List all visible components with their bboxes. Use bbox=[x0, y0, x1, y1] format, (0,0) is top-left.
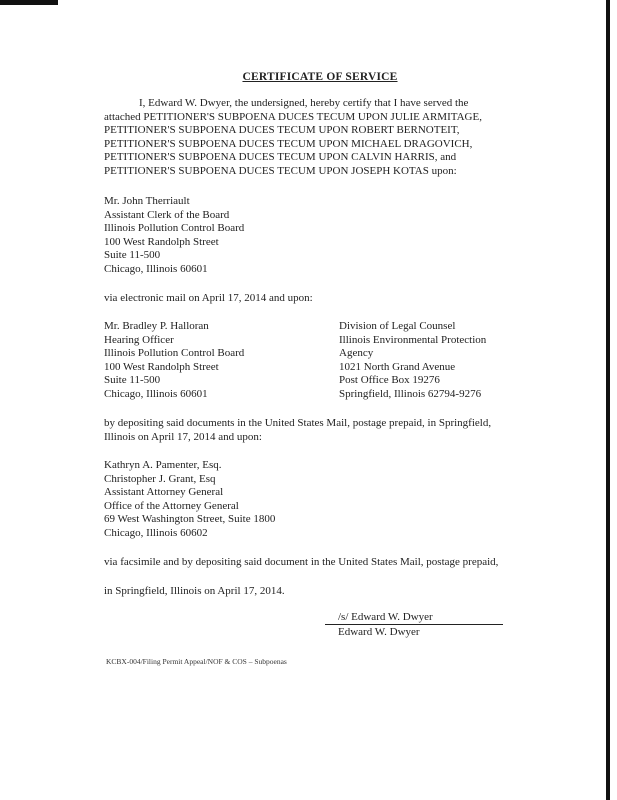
via-mail-line: by depositing said documents in the United States Mail, postage prepaid, in Springfield, bbox=[104, 417, 492, 429]
address-line: Suite 11-500 bbox=[104, 374, 161, 387]
address-line: Assistant Clerk of the Board bbox=[104, 208, 230, 221]
address-line: Christopher J. Grant, Esq bbox=[104, 472, 216, 485]
address-line: Springfield, Illinois 62794-9276 bbox=[339, 387, 482, 400]
intro-paragraph bbox=[104, 97, 549, 179]
address-line: Post Office Box 19276 bbox=[339, 374, 440, 387]
intro-line: PETITIONER'S SUBPOENA DUCES TECUM UPON CALVIN HARRIS, and bbox=[104, 151, 457, 164]
via-email-line: via electronic mail on April 17, 2014 and upon: bbox=[104, 292, 313, 304]
address-line: Chicago, Illinois 60601 bbox=[104, 262, 208, 275]
scan-page-border bbox=[606, 0, 610, 800]
via-fax-line: via facsimile and by depositing said document in the United States Mail, postage prepaid, bbox=[104, 556, 499, 568]
via-mail-line: Illinois on April 17, 2014 and upon: bbox=[104, 430, 262, 443]
address-line: Hearing Officer bbox=[104, 333, 174, 346]
intro-line: I, Edward W. Dwyer, the undersigned, hereby certify that I have served the bbox=[139, 97, 469, 109]
place-date-line: in Springfield, Illinois on April 17, 2014. bbox=[104, 585, 285, 597]
address-line: Mr. John Therriault bbox=[104, 195, 190, 207]
electronic-signature: /s/ Edward W. Dwyer bbox=[338, 611, 433, 623]
intro-line: PETITIONER'S SUBPOENA DUCES TECUM UPON MICHAEL DRAGOVICH, bbox=[104, 137, 473, 150]
signature-line bbox=[325, 624, 503, 625]
address-line: Chicago, Illinois 60601 bbox=[104, 387, 208, 400]
via-mail-paragraph bbox=[104, 417, 491, 444]
intro-line: PETITIONER'S SUBPOENA DUCES TECUM UPON JOSEPH KOTAS upon: bbox=[104, 164, 457, 177]
address-line: Assistant Attorney General bbox=[104, 486, 224, 499]
address-line: Mr. Bradley P. Halloran bbox=[104, 320, 209, 332]
address-line: 100 West Randolph Street bbox=[104, 235, 219, 248]
intro-line: PETITIONER'S SUBPOENA DUCES TECUM UPON ROBERT BERNOTEIT, bbox=[104, 124, 460, 137]
address-line: Illinois Pollution Control Board bbox=[104, 222, 245, 235]
address-line: Division of Legal Counsel bbox=[339, 320, 456, 332]
address-line: Kathryn A. Pamenter, Esq. bbox=[104, 459, 222, 471]
address-line: 100 West Randolph Street bbox=[104, 360, 219, 373]
document-footer-reference: KCBX-004/Filing Permit Appeal/NOF & COS – Subpoenas bbox=[106, 657, 287, 666]
recipient-therriault-address bbox=[104, 195, 244, 277]
recipient-iepa-address bbox=[339, 320, 486, 402]
address-line: 69 West Washington Street, Suite 1800 bbox=[104, 513, 276, 526]
address-line: Agency bbox=[339, 347, 374, 360]
intro-line: attached PETITIONER'S SUBPOENA DUCES TECUM UPON JULIE ARMITAGE, bbox=[104, 110, 482, 123]
address-line: Illinois Environmental Protection bbox=[339, 333, 487, 346]
scan-artifact-mark bbox=[0, 0, 58, 5]
document-title: CERTIFICATE OF SERVICE bbox=[242, 71, 398, 83]
address-line: Suite 11-500 bbox=[104, 249, 161, 262]
signer-printed-name: Edward W. Dwyer bbox=[338, 626, 420, 638]
recipient-halloran-address bbox=[104, 320, 244, 402]
address-line: 1021 North Grand Avenue bbox=[339, 360, 456, 373]
address-line: Office of the Attorney General bbox=[104, 499, 239, 512]
address-line: Chicago, Illinois 60602 bbox=[104, 526, 208, 539]
address-line: Illinois Pollution Control Board bbox=[104, 347, 245, 360]
recipient-attorney-general-address bbox=[104, 459, 275, 541]
